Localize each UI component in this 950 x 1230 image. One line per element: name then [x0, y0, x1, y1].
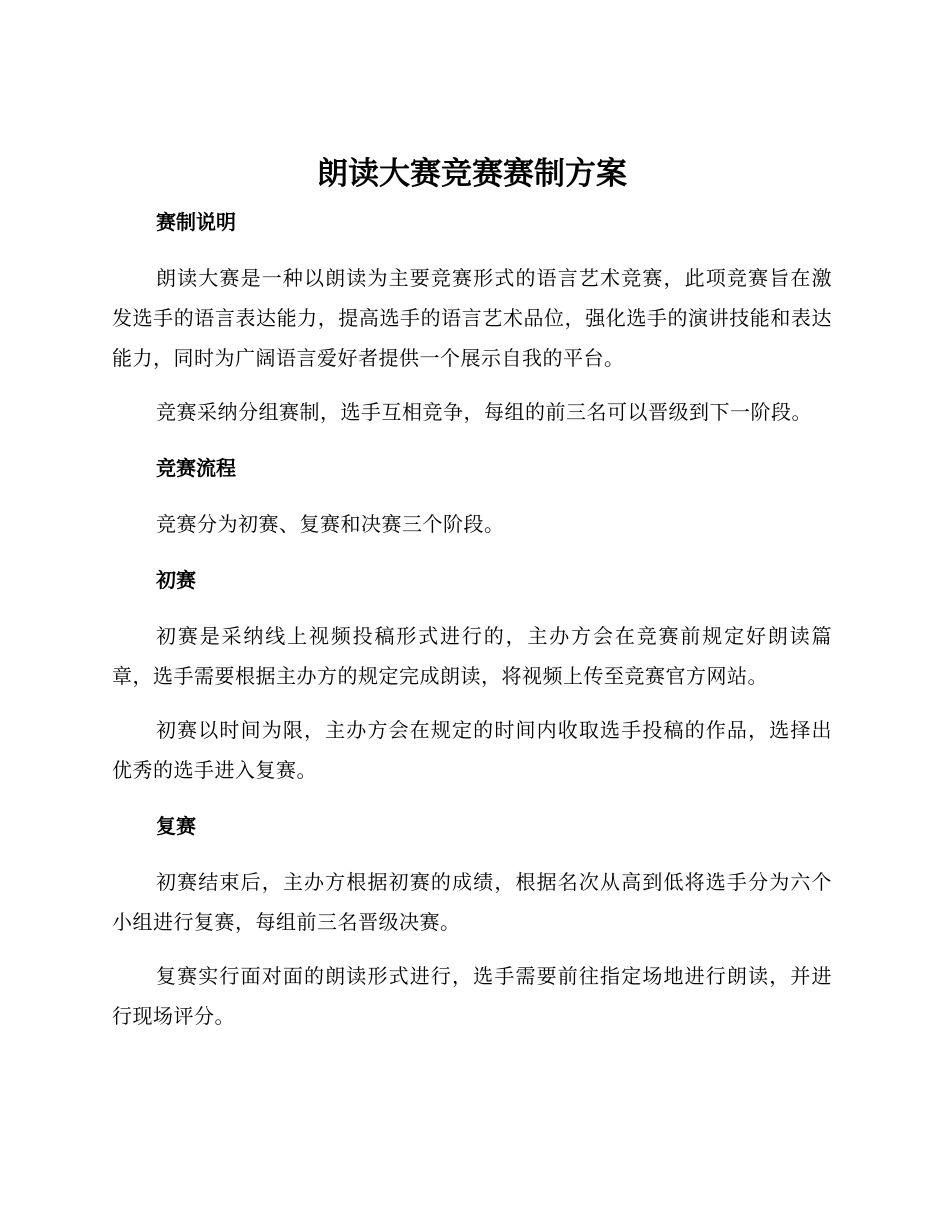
section-heading-process: 竞赛流程	[156, 456, 236, 480]
document-title: 朗读大赛竞赛赛制方案	[317, 156, 627, 192]
paragraph-process-stages: 竞赛分为初赛、复赛和决赛三个阶段。	[156, 512, 505, 536]
paragraph-preliminary-submission: 初赛是采纳线上视频投稿形式进行的，主办方会在竞赛前规定好朗读篇章，选手需要根据主办方的规定完成朗读，将视频上传至竞赛官方网站。	[112, 624, 832, 688]
paragraph-rules-grouping: 竞赛采纳分组赛制，选手互相竞争，每组的前三名可以晋级到下一阶段。	[156, 400, 812, 424]
section-heading-preliminary: 初赛	[156, 568, 196, 592]
paragraph-rules-intro: 朗读大赛是一种以朗读为主要竞赛形式的语言艺术竞赛，此项竞赛旨在激发选手的语言表达能力，提高选手的语言艺术品位，强化选手的演讲技能和表达能力，同时为广阔语言爱好者提供一个展示自我的平台。	[112, 266, 832, 370]
paragraph-semifinal-format: 复赛实行面对面的朗读形式进行，选手需要前往指定场地进行朗读，并进行现场评分。	[112, 964, 832, 1028]
document-page	[112, 148, 832, 1036]
paragraph-semifinal-groups: 初赛结束后，主办方根据初赛的成绩，根据名次从高到低将选手分为六个小组进行复赛，每组前三名晋级决赛。	[112, 870, 832, 934]
section-heading-semifinal: 复赛	[156, 814, 196, 838]
section-heading-rules: 赛制说明	[156, 210, 236, 234]
paragraph-preliminary-selection: 初赛以时间为限，主办方会在规定的时间内收取选手投稿的作品，选择出优秀的选手进入复赛。	[112, 718, 832, 782]
